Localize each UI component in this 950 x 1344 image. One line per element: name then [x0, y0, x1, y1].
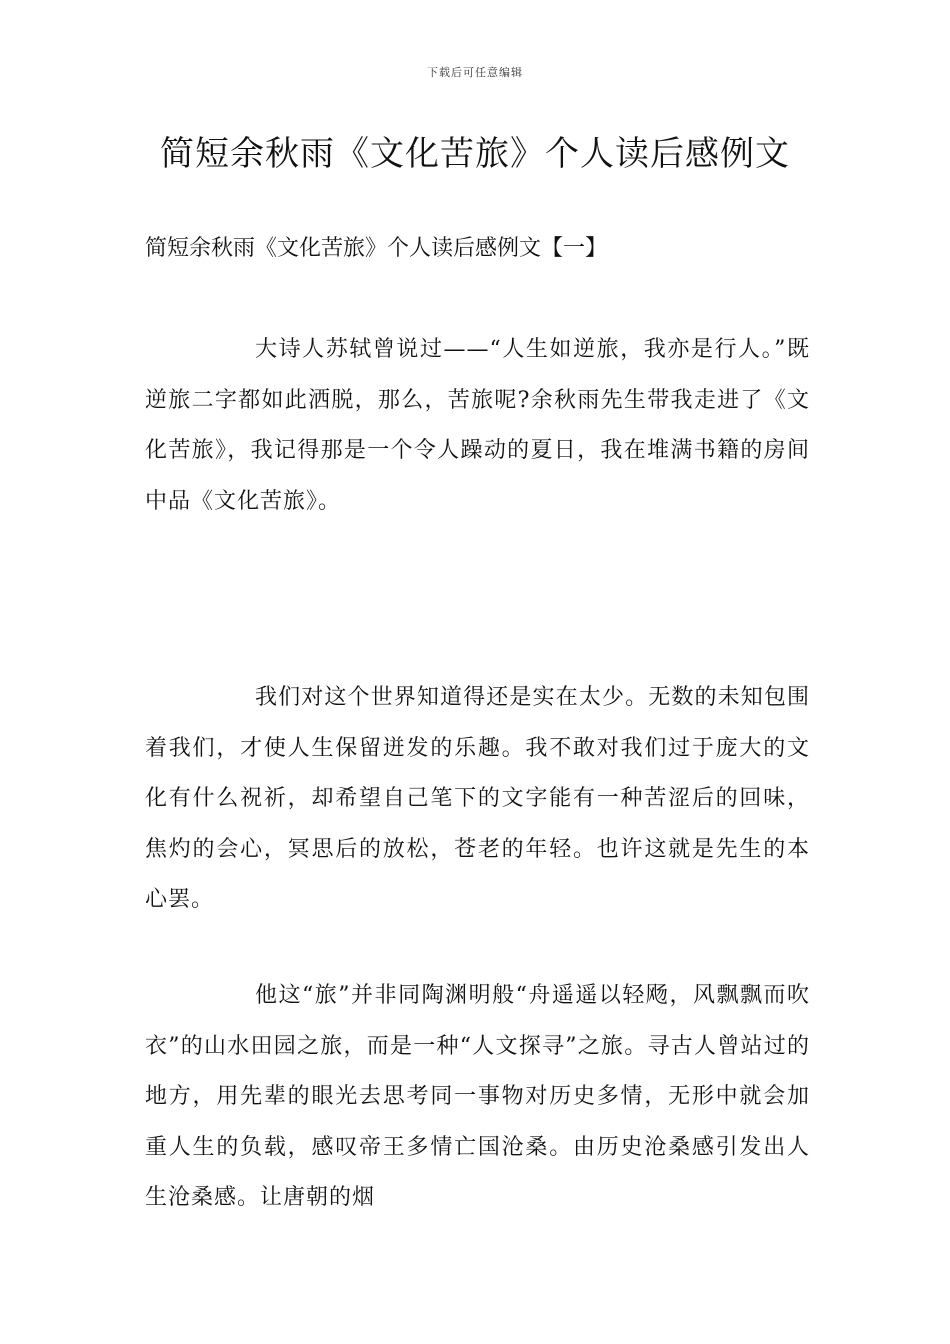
header-note: 下载后可任意编辑 [427, 66, 523, 79]
body-paragraph: 我们对这个世界知道得还是实在太少。无数的未知包围着我们，才使人生保留迸发的乐趣。我不敢对我们过于庞大的文化有什么祝祈，却希望自己笔下的文字能有一种苦涩后的回味，焦灼的会心，冥思后的放松，苍老的年轻。也许这就是先生的本心罢。 [145, 685, 810, 912]
section-heading: 简短余秋雨《文化苦旅》个人读后感例文【一】 [145, 236, 608, 261]
body-paragraph: 他这“旅”并非同陶渊明般“舟遥遥以轻飏，风飘飘而吹衣”的山水田园之旅，而是一种“人文探寻”之旅。寻古人曾站过的地方，用先辈的眼光去思考同一事物对历史多情，无形中就会加重人生的负载，感叹帝王多情亡国沧桑。由历史沧桑感引发出人生沧桑感。让唐朝的烟 [145, 983, 810, 1210]
document-title: 简短余秋雨《文化苦旅》个人读后感例文 [160, 134, 790, 174]
body-paragraph: 大诗人苏轼曾说过——“人生如逆旅，我亦是行人。”既逆旅二字都如此洒脱，那么，苦旅呢?余秋雨先生带我走进了《文化苦旅》，我记得那是一个令人躁动的夏日，我在堆满书籍的房间中品《文化苦旅》。 [145, 337, 810, 514]
